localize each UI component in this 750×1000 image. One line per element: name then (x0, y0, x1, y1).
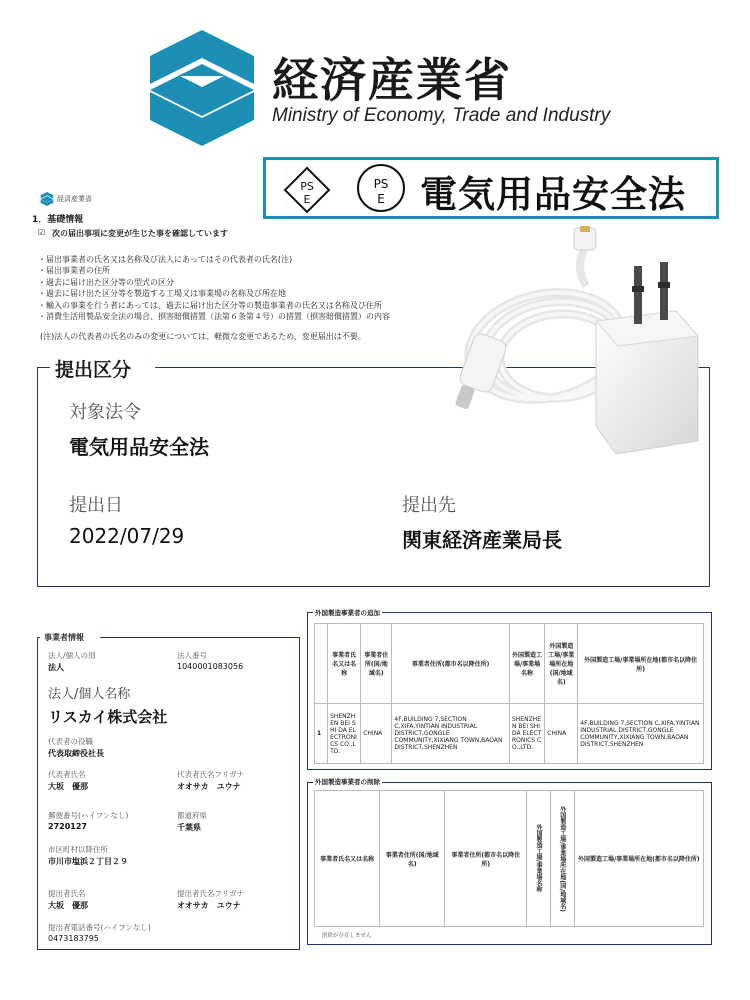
section-heading: 1．基礎情報 (32, 215, 84, 225)
svg-text:PS: PS (300, 180, 314, 193)
svg-text:E: E (377, 192, 385, 206)
col-header: 外国製造工場/事業場所在地(国/地域名) (558, 805, 566, 912)
pse-diamond-mark (283, 166, 331, 214)
law-label: 対象法令 (69, 402, 141, 423)
checkbox-icon[interactable]: ☑ (38, 228, 46, 237)
list-item: ・過去に届け出た区分等を製造する工場又は事業場の名称及び所在地 (38, 289, 286, 299)
col-header: 外国製造工場/事業場所在地(都市名以降住所) (578, 624, 704, 704)
charger-cable-image (436, 226, 736, 476)
name-value: リスカイ株式会社 (48, 708, 168, 726)
col-header: 事業者住所(都市名以降住所) (445, 791, 527, 927)
ministry-name-en: Ministry of Economy, Trade and Industry (272, 105, 611, 126)
notification-items (38, 254, 390, 322)
cell-address: 4F,BUILDING 7,SECTION C,XIFA,YINTIAN INDUSTRIAL DISTRICT,GONGLE COMMUNITY,XIXIANG TOWN,BAOAN DISTRICT,SHENZHEN (392, 704, 510, 764)
law-title: 電気用品安全法 (420, 173, 686, 216)
cell-country: CHINA (361, 704, 392, 764)
meti-small-logo (40, 192, 54, 206)
note-text: (注)法人の代表者の氏名のみの変更については、軽微な変更であるため、変更届出は不要。 (40, 332, 366, 341)
rep-title-value: 代表取締役社長 (48, 749, 104, 758)
rep-name-label: 代表者氏名 (48, 770, 86, 779)
svg-text:PS: PS (373, 177, 389, 191)
business-info-title: 事業者情報 (44, 633, 84, 642)
col-header: 事業者氏名又は名称 (328, 624, 361, 704)
submitter-label: 提出者氏名 (48, 889, 86, 898)
rep-title-label: 代表者の役職 (48, 737, 93, 746)
foreign-add-table (314, 623, 704, 764)
foreign-delete-title: 外国製造事業者の削除 (315, 778, 380, 786)
city-label: 市区町村以降住所 (48, 845, 108, 854)
list-item: ・過去に届け出た区分等の型式の区分 (38, 277, 174, 287)
phone-value: 0473183795 (48, 934, 99, 943)
col-header: 外国製造工場/事業場名称 (509, 624, 544, 704)
destination-value: 関東経済産業局長 (402, 528, 562, 552)
cell-factory-country: CHINA (545, 704, 578, 764)
zip-value: 2720127 (48, 822, 87, 831)
rep-kana-value: オオサカ ユウナ (177, 782, 241, 791)
submitter-kana-value: オオサカ ユウナ (177, 901, 241, 910)
col-header: 事業者氏名又は名称 (315, 791, 380, 927)
submission-title: 提出区分 (55, 359, 132, 381)
rep-name-value: 大坂 優那 (48, 782, 88, 791)
meti-logo (150, 30, 254, 146)
col-header: 外国製造工場/事業場所在地(都市名以降住所) (574, 791, 703, 927)
destination-label: 提出先 (402, 495, 456, 516)
col-header: 外国製造工場/事業場所在地(国/地域名) (545, 624, 578, 704)
col-header: 事業者住所(都市名以降住所) (392, 624, 510, 704)
type-value: 法人 (48, 663, 64, 672)
corp-number-label: 法人番号 (177, 651, 207, 660)
list-item: ・輸入の事業を行う者にあっては、過去に届け出た区分等の製造事業者の氏名又は名称及び住所 (38, 300, 382, 310)
submitter-kana-label: 提出者氏名フリガナ (177, 889, 245, 898)
phone-label: 提出者電話番号(ハイフンなし) (48, 923, 151, 932)
foreign-add-title: 外国製造事業者の追加 (315, 609, 380, 617)
rep-kana-label: 代表者氏名フリガナ (177, 770, 245, 779)
corp-number-value: 1040001083056 (177, 662, 244, 671)
type-label: 法人/個人の別 (48, 651, 96, 660)
empty-message: 削除が存在しません (322, 933, 372, 939)
cell-name: SHENZHEN BEI SHI DA ELECTRONICS CO.,LTD. (328, 704, 361, 764)
pse-circle-mark (356, 163, 406, 213)
col-header: 事業者住所(国/地域名) (361, 624, 392, 704)
col-header: 事業者住所(国/地域名) (380, 791, 445, 927)
table-row (315, 704, 704, 764)
col-header: 外国製造工場/事業場名称 (534, 824, 542, 893)
list-item: ・届出事業者の氏名又は名称及び法人にあってはその代表者の氏名(注) (38, 255, 293, 264)
list-item: ・消費生活用製品安全法の場合、損害賠償措置（法第６条第４号）の措置（損害賠償措置）の内容 (38, 312, 390, 322)
prefecture-value: 千葉県 (177, 823, 201, 832)
zip-label: 郵便番号(ハイフンなし) (48, 811, 129, 820)
checkbox-label: 次の届出事項に変更が生じた事を確認しています (52, 229, 228, 238)
svg-text:E: E (303, 193, 311, 206)
ministry-name-jp: 経済産業省 (272, 53, 512, 107)
date-value: 2022/07/29 (69, 524, 185, 548)
law-value: 電気用品安全法 (69, 435, 209, 459)
date-label: 提出日 (69, 495, 123, 516)
cell-factory-name: SHENZHEN BEI SHI DA ELECTRONICS CO.,LTD. (509, 704, 544, 764)
small-logo-label: 経済産業省 (57, 195, 92, 203)
city-value: 市川市塩浜２丁目２９ (48, 857, 128, 866)
submitter-value: 大坂 優那 (48, 901, 88, 910)
prefecture-label: 都道府県 (177, 811, 207, 820)
name-label: 法人/個人名称 (48, 687, 131, 702)
row-number: 1 (315, 704, 328, 764)
list-item: ・届出事業者の住所 (38, 266, 110, 276)
cell-factory-address: 4F,BUILDING 7,SECTION C,XIFA,YINTIAN INDUSTRIAL DISTRICT,GONGLE COMMUNITY,XIXIANG TOWN,BAOAN DISTRICT,SHENZHEN (578, 704, 704, 764)
foreign-delete-table (314, 790, 704, 927)
